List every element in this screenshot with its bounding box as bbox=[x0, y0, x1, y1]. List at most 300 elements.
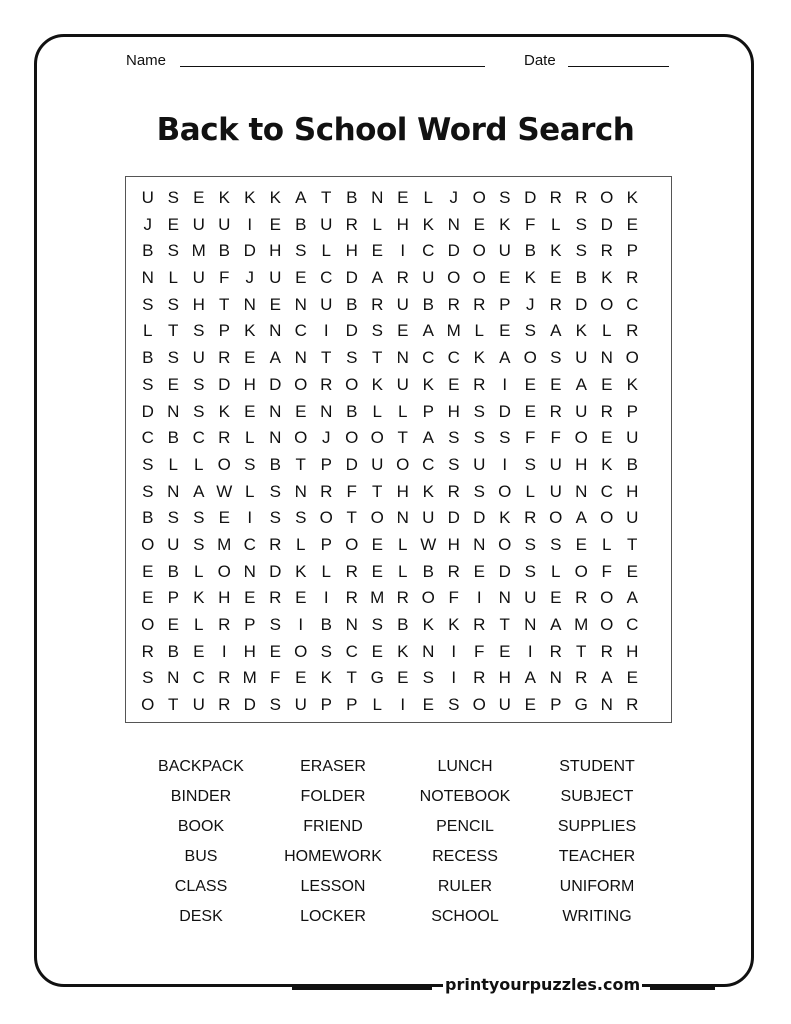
grid-letter: N bbox=[396, 348, 409, 368]
grid-letter: C bbox=[141, 428, 154, 448]
grid-letter: S bbox=[167, 508, 179, 528]
grid-letter: O bbox=[472, 695, 486, 715]
grid-letter: O bbox=[549, 508, 563, 528]
grid-letter: R bbox=[141, 641, 154, 661]
grid-letter: E bbox=[244, 588, 256, 608]
grid-letter: R bbox=[626, 321, 639, 341]
grid-letter: E bbox=[295, 401, 307, 421]
word-list-item: BACKPACK bbox=[158, 758, 244, 775]
grid-letter: S bbox=[142, 294, 154, 314]
grid-letter: S bbox=[524, 321, 536, 341]
grid-letter: E bbox=[601, 428, 613, 448]
grid-letter: S bbox=[193, 321, 205, 341]
grid-letter: B bbox=[142, 241, 154, 261]
word-list-item: FOLDER bbox=[300, 788, 366, 805]
grid-letter: E bbox=[218, 508, 230, 528]
grid-letter: I bbox=[221, 641, 227, 661]
grid-letter: K bbox=[448, 615, 460, 634]
grid-letter: O bbox=[294, 428, 308, 448]
grid-letter: K bbox=[626, 374, 638, 394]
grid-letter: E bbox=[269, 294, 281, 314]
word-list-item: BINDER bbox=[170, 788, 232, 805]
grid-letter: H bbox=[498, 668, 511, 688]
grid-letter: U bbox=[218, 214, 231, 234]
grid-letter: L bbox=[321, 561, 331, 581]
grid-letter: L bbox=[602, 321, 612, 341]
footer-rule-right bbox=[650, 987, 715, 990]
grid-letter: S bbox=[269, 615, 281, 634]
word-list-item: DESK bbox=[179, 908, 223, 925]
grid-letter: E bbox=[269, 641, 281, 661]
grid-letter: L bbox=[194, 561, 204, 581]
grid-letter: R bbox=[218, 695, 231, 715]
grid-letter: S bbox=[575, 214, 587, 234]
grid-letter: R bbox=[549, 641, 562, 661]
name-label: Name bbox=[126, 52, 167, 69]
grid-letter: S bbox=[295, 508, 307, 528]
grid-letter: S bbox=[193, 401, 205, 421]
grid-letter: R bbox=[626, 695, 639, 715]
grid-letter: J bbox=[526, 294, 535, 314]
grid-letter: L bbox=[245, 481, 255, 501]
grid-letter: E bbox=[167, 615, 179, 634]
grid-letter: A bbox=[295, 188, 307, 207]
grid-letter: S bbox=[524, 561, 536, 581]
grid-letter: L bbox=[398, 534, 408, 554]
grid-letter: L bbox=[525, 481, 535, 501]
grid-letter: R bbox=[600, 641, 613, 661]
grid-letter: H bbox=[447, 401, 460, 421]
grid-letter: E bbox=[167, 214, 179, 234]
grid-letter: T bbox=[576, 641, 587, 661]
grid-letter: M bbox=[446, 321, 461, 341]
grid-letter: P bbox=[167, 588, 179, 608]
grid-letter: C bbox=[422, 348, 435, 368]
date-label: Date bbox=[524, 52, 556, 69]
grid-letter: E bbox=[269, 214, 281, 234]
grid-letter: U bbox=[524, 588, 537, 608]
grid-letter: P bbox=[218, 321, 230, 341]
grid-letter: I bbox=[502, 454, 508, 474]
grid-letter: R bbox=[218, 615, 231, 634]
grid-letter: L bbox=[372, 695, 382, 715]
grid-letter: O bbox=[472, 241, 486, 261]
grid-letter: N bbox=[575, 481, 588, 501]
word-list-item: SUPPLIES bbox=[557, 818, 637, 835]
grid-letter: S bbox=[422, 668, 434, 688]
grid-letter: K bbox=[601, 454, 613, 474]
grid-letter: E bbox=[244, 348, 256, 368]
footer bbox=[0, 975, 791, 999]
grid-letter: N bbox=[600, 348, 613, 368]
grid-letter: O bbox=[523, 348, 537, 368]
grid-letter: R bbox=[269, 534, 282, 554]
grid-letter: K bbox=[320, 668, 332, 688]
grid-letter: S bbox=[193, 374, 205, 394]
grid-letter: E bbox=[397, 188, 409, 207]
grid-letter: E bbox=[193, 641, 205, 661]
grid-letter: O bbox=[294, 641, 308, 661]
grid-letter: D bbox=[447, 508, 460, 528]
grid-letter: E bbox=[524, 401, 536, 421]
grid-letter: S bbox=[193, 534, 205, 554]
word-list-item: ERASER bbox=[300, 758, 366, 775]
grid-letter: O bbox=[600, 188, 614, 207]
grid-letter: P bbox=[320, 695, 332, 715]
grid-letter: L bbox=[143, 321, 153, 341]
grid-letter: N bbox=[294, 348, 307, 368]
grid-letter: J bbox=[449, 188, 458, 207]
grid-letter: E bbox=[575, 534, 587, 554]
grid-letter: O bbox=[600, 588, 614, 608]
grid-letter: I bbox=[476, 588, 482, 608]
grid-letter: S bbox=[473, 401, 485, 421]
grid-letter: R bbox=[396, 268, 409, 288]
grid-letter: R bbox=[473, 294, 486, 314]
grid-letter: P bbox=[346, 695, 358, 715]
grid-letter: R bbox=[320, 374, 333, 394]
grid-letter: O bbox=[498, 481, 512, 501]
grid-letter: N bbox=[396, 508, 409, 528]
grid-letter: U bbox=[626, 508, 639, 528]
grid-letter: O bbox=[370, 508, 384, 528]
grid-letter: S bbox=[167, 348, 179, 368]
grid-letter: D bbox=[345, 268, 358, 288]
grid-letter: C bbox=[320, 268, 333, 288]
grid-letter: B bbox=[142, 348, 154, 368]
grid-letter: N bbox=[498, 588, 511, 608]
grid-letter: P bbox=[422, 401, 434, 421]
grid-letter: U bbox=[141, 188, 154, 207]
grid-letter: R bbox=[473, 374, 486, 394]
grid-letter: W bbox=[216, 481, 233, 501]
word-list-item: LOCKER bbox=[300, 908, 366, 925]
grid-letter: I bbox=[400, 695, 406, 715]
grid-letter: B bbox=[422, 294, 434, 314]
grid-letter: E bbox=[550, 268, 562, 288]
grid-letter: N bbox=[294, 481, 307, 501]
grid-letter: P bbox=[499, 294, 511, 314]
grid-letter: O bbox=[345, 374, 359, 394]
grid-letter: T bbox=[627, 534, 638, 554]
grid-letter: H bbox=[192, 294, 205, 314]
grid-letter: P bbox=[550, 695, 562, 715]
grid-letter: E bbox=[244, 401, 256, 421]
grid-letter: R bbox=[447, 561, 460, 581]
grid-letter: C bbox=[600, 481, 613, 501]
grid-letter: R bbox=[549, 188, 562, 207]
grid-letter: I bbox=[451, 641, 457, 661]
grid-letter: B bbox=[524, 241, 536, 261]
grid-letter: F bbox=[448, 588, 459, 608]
grid-letter: S bbox=[320, 641, 332, 661]
grid-letter: F bbox=[601, 561, 612, 581]
grid-letter: S bbox=[575, 241, 587, 261]
grid-letter: E bbox=[167, 374, 179, 394]
grid-letter: H bbox=[626, 641, 639, 661]
grid-letter: U bbox=[320, 214, 333, 234]
grid-letter: J bbox=[322, 428, 331, 448]
grid-letter: S bbox=[473, 481, 485, 501]
grid-letter: S bbox=[371, 615, 383, 634]
grid-letter: T bbox=[372, 348, 383, 368]
grid-letter: U bbox=[192, 268, 205, 288]
grid-letter: L bbox=[474, 321, 484, 341]
grid-letter: C bbox=[422, 241, 435, 261]
grid-letter: K bbox=[244, 188, 256, 207]
grid-letter: O bbox=[447, 268, 461, 288]
grid-letter: I bbox=[247, 214, 253, 234]
grid-letter: O bbox=[421, 588, 435, 608]
grid-letter: B bbox=[167, 561, 179, 581]
grid-letter: R bbox=[218, 668, 231, 688]
grid-letter: L bbox=[551, 561, 561, 581]
grid-letter: D bbox=[243, 695, 256, 715]
grid-letter: E bbox=[397, 668, 409, 688]
site-name: printyourpuzzles.com bbox=[445, 975, 641, 994]
grid-letter: O bbox=[345, 534, 359, 554]
grid-letter: R bbox=[600, 241, 613, 261]
grid-letter: R bbox=[218, 348, 231, 368]
grid-letter: L bbox=[194, 615, 204, 634]
grid-letter: B bbox=[626, 454, 638, 474]
grid-letter: U bbox=[371, 454, 384, 474]
grid-letter: G bbox=[370, 668, 384, 688]
grid-letter: A bbox=[524, 668, 536, 688]
grid-letter: R bbox=[269, 588, 282, 608]
grid-letter: B bbox=[346, 188, 358, 207]
grid-letter: T bbox=[295, 454, 306, 474]
grid-letter: C bbox=[447, 348, 460, 368]
grid-letter: K bbox=[397, 641, 409, 661]
grid-letter: K bbox=[295, 561, 307, 581]
grid-letter: P bbox=[626, 401, 638, 421]
grid-letter: U bbox=[549, 481, 562, 501]
grid-letter: S bbox=[142, 668, 154, 688]
grid-letter: N bbox=[345, 615, 358, 634]
grid-letter: S bbox=[524, 534, 536, 554]
grid-letter: O bbox=[217, 454, 231, 474]
grid-letter: I bbox=[298, 615, 304, 634]
grid-letter: T bbox=[499, 615, 510, 634]
grid-letter: F bbox=[219, 268, 230, 288]
grid-letter: N bbox=[269, 428, 282, 448]
grid-letter: E bbox=[626, 668, 638, 688]
grid-letter: S bbox=[448, 428, 460, 448]
grid-letter: J bbox=[245, 268, 254, 288]
grid-letter: E bbox=[524, 695, 536, 715]
grid-letter: B bbox=[346, 401, 358, 421]
grid-letter: O bbox=[600, 508, 614, 528]
grid-letter: D bbox=[498, 561, 511, 581]
word-list-item: TEACHER bbox=[558, 848, 636, 865]
word-list-item: LESSON bbox=[300, 878, 366, 895]
grid-letter: N bbox=[141, 268, 154, 288]
grid-letter: E bbox=[499, 321, 511, 341]
grid-letter: R bbox=[575, 588, 588, 608]
grid-letter: O bbox=[141, 534, 155, 554]
grid-letter: E bbox=[524, 374, 536, 394]
grid-letter: K bbox=[601, 268, 613, 288]
grid-letter: L bbox=[398, 401, 408, 421]
word-list-item: BUS bbox=[184, 848, 218, 865]
grid-letter: S bbox=[142, 481, 154, 501]
grid-letter: I bbox=[323, 321, 329, 341]
letter-grid bbox=[135, 185, 645, 719]
grid-letter: M bbox=[242, 668, 257, 688]
grid-letter: S bbox=[142, 374, 154, 394]
grid-letter: D bbox=[447, 241, 460, 261]
grid-letter: K bbox=[524, 268, 536, 288]
grid-letter: U bbox=[192, 695, 205, 715]
grid-letter: E bbox=[295, 268, 307, 288]
grid-letter: S bbox=[269, 695, 281, 715]
grid-letter: E bbox=[473, 561, 485, 581]
grid-letter: K bbox=[218, 401, 230, 421]
grid-letter: A bbox=[193, 481, 205, 501]
grid-letter: C bbox=[345, 641, 358, 661]
grid-letter: K bbox=[269, 188, 281, 207]
grid-letter: N bbox=[371, 188, 384, 207]
grid-letter: B bbox=[167, 641, 179, 661]
grid-letter: D bbox=[269, 374, 282, 394]
grid-letter: T bbox=[321, 348, 332, 368]
grid-letter: O bbox=[574, 561, 588, 581]
grid-letter: N bbox=[600, 695, 613, 715]
word-list-item: HOMEWORK bbox=[284, 848, 382, 865]
grid-letter: A bbox=[422, 428, 434, 448]
grid-letter: K bbox=[499, 508, 511, 528]
word-list-item: PENCIL bbox=[436, 818, 494, 835]
grid-letter: E bbox=[295, 588, 307, 608]
grid-letter: U bbox=[192, 348, 205, 368]
grid-letter: U bbox=[473, 454, 486, 474]
grid-letter: N bbox=[167, 481, 180, 501]
grid-letter: O bbox=[472, 188, 486, 207]
grid-letter: A bbox=[371, 268, 383, 288]
grid-letter: L bbox=[602, 534, 612, 554]
grid-letter: R bbox=[396, 588, 409, 608]
grid-letter: E bbox=[295, 668, 307, 688]
grid-letter: N bbox=[422, 641, 435, 661]
word-list-item: CLASS bbox=[174, 878, 228, 895]
letter-grid-box bbox=[125, 176, 672, 723]
grid-letter: K bbox=[422, 615, 434, 634]
grid-letter: F bbox=[525, 428, 536, 448]
grid-letter: D bbox=[218, 374, 231, 394]
grid-letter: U bbox=[575, 348, 588, 368]
grid-letter: H bbox=[218, 588, 231, 608]
grid-letter: F bbox=[474, 641, 485, 661]
grid-letter: E bbox=[448, 374, 460, 394]
grid-letter: N bbox=[524, 615, 537, 634]
word-list-item: WRITING bbox=[562, 908, 632, 925]
grid-letter: H bbox=[396, 214, 409, 234]
grid-letter: S bbox=[167, 241, 179, 261]
grid-letter: H bbox=[243, 641, 256, 661]
grid-letter: U bbox=[549, 454, 562, 474]
grid-letter: E bbox=[193, 188, 205, 207]
grid-letter: U bbox=[422, 268, 435, 288]
grid-letter: M bbox=[370, 588, 385, 608]
grid-letter: A bbox=[626, 588, 638, 608]
grid-letter: D bbox=[345, 454, 358, 474]
grid-letter: E bbox=[371, 534, 383, 554]
grid-letter: S bbox=[448, 695, 460, 715]
grid-letter: B bbox=[575, 268, 587, 288]
grid-letter: B bbox=[422, 561, 434, 581]
grid-letter: T bbox=[346, 508, 357, 528]
grid-letter: S bbox=[371, 321, 383, 341]
grid-letter: T bbox=[168, 321, 179, 341]
grid-letter: R bbox=[371, 294, 384, 314]
grid-letter: N bbox=[167, 668, 180, 688]
grid-letter: N bbox=[243, 294, 256, 314]
grid-letter: D bbox=[524, 188, 537, 207]
grid-letter: I bbox=[527, 641, 533, 661]
grid-letter: S bbox=[193, 508, 205, 528]
grid-letter: O bbox=[141, 615, 155, 634]
grid-letter: D bbox=[141, 401, 154, 421]
grid-letter: L bbox=[168, 268, 178, 288]
word-list-item: NOTEBOOK bbox=[419, 788, 511, 805]
grid-letter: S bbox=[473, 428, 485, 448]
grid-letter: E bbox=[371, 561, 383, 581]
grid-letter: S bbox=[499, 188, 511, 207]
grid-letter: K bbox=[626, 188, 638, 207]
grid-letter: H bbox=[447, 534, 460, 554]
grid-letter: N bbox=[167, 401, 180, 421]
grid-letter: S bbox=[550, 534, 562, 554]
grid-letter: O bbox=[574, 428, 588, 448]
grid-letter: U bbox=[396, 294, 409, 314]
grid-letter: H bbox=[575, 454, 588, 474]
grid-letter: U bbox=[294, 695, 307, 715]
word-list-item: FRIEND bbox=[303, 818, 363, 835]
grid-letter: O bbox=[370, 428, 384, 448]
grid-letter: T bbox=[321, 188, 332, 207]
grid-letter: N bbox=[269, 401, 282, 421]
grid-letter: R bbox=[626, 268, 639, 288]
grid-letter: R bbox=[549, 401, 562, 421]
grid-letter: E bbox=[371, 241, 383, 261]
grid-letter: A bbox=[575, 374, 587, 394]
grid-letter: B bbox=[320, 615, 332, 634]
grid-letter: A bbox=[601, 668, 613, 688]
grid-letter: O bbox=[472, 268, 486, 288]
grid-letter: E bbox=[550, 374, 562, 394]
grid-letter: D bbox=[575, 294, 588, 314]
footer-rule-left bbox=[292, 987, 432, 990]
grid-letter: P bbox=[626, 241, 638, 261]
grid-letter: B bbox=[142, 508, 154, 528]
grid-letter: T bbox=[346, 668, 357, 688]
word-list-item: BOOK bbox=[177, 818, 225, 835]
grid-letter: E bbox=[397, 321, 409, 341]
grid-letter: S bbox=[167, 188, 179, 207]
grid-letter: O bbox=[498, 534, 512, 554]
grid-letter: R bbox=[320, 481, 333, 501]
word-list-item: RECESS bbox=[432, 848, 498, 865]
grid-letter: K bbox=[575, 321, 587, 341]
grid-letter: R bbox=[575, 668, 588, 688]
grid-letter: P bbox=[244, 615, 256, 634]
grid-letter: K bbox=[422, 481, 434, 501]
grid-letter: L bbox=[321, 241, 331, 261]
grid-letter: B bbox=[397, 615, 409, 634]
grid-letter: K bbox=[371, 374, 383, 394]
grid-letter: U bbox=[498, 241, 511, 261]
